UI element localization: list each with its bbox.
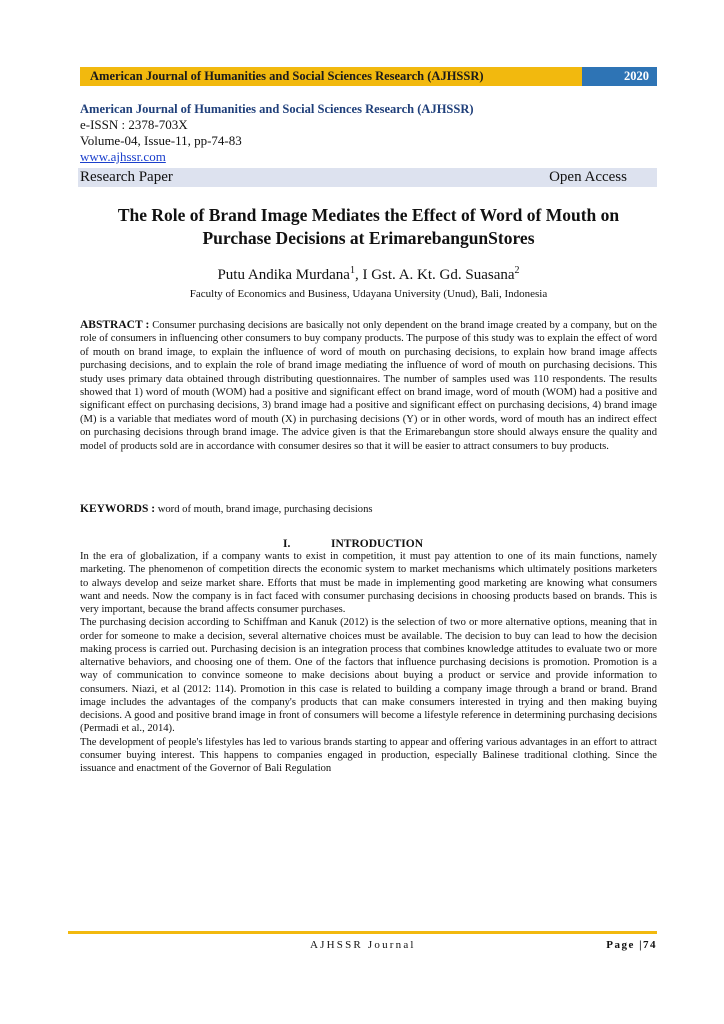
introduction-body (80, 550, 657, 775)
abstract-label: ABSTRACT : (80, 319, 150, 331)
title-line-2: Purchase Decisions at ErimarebangunStores (202, 228, 535, 248)
abstract-text: Consumer purchasing decisions are basically not only dependent on the brand image created by a company, but on the role of consumers in influencing other consumers to buy company products. The purpose of this study was to explain the effect of word of mouth on brand image, to explain the influence of word of mouth on purchasing decisions, to explain how brand image affects purchasing decisions, and to explain the role of brand image mediating the influence of word of mouth on purchasing decisions. This study uses primary data obtained through distributing questionnaires. The number of samples used was 110 respondents. The results showed that 1) word of mouth (WOM) had a positive and significant effect on brand image, word of mouth (WOM) had a positive and significant effect on purchasing decisions, 3) brand image had a positive and significant effect on purchasing decisions, 4) brand image (M) is a variable that mediates word of mouth (X) in purchasing decisions (Y) or in other words, word of mouth has an indirect effect on purchasing decisions through brand image. The advice given is that the Erimarebangun store should always ensure the quality and model of products sold are in accordance with consumer desires so that it will be easier to attract consumers to buy products. (80, 320, 657, 452)
banner-year: 2020 (582, 67, 657, 86)
journal-info (80, 101, 657, 165)
website-link[interactable]: www.ajhssr.com (80, 149, 166, 164)
keywords (80, 502, 657, 517)
author-separator: , (354, 267, 363, 283)
keywords-label: KEYWORDS : (80, 503, 156, 515)
keywords-text: word of mouth, brand image, purchasing decisions (155, 504, 373, 515)
banner-journal-name: American Journal of Humanities and Social Sciences Research (AJHSSR) (80, 67, 582, 86)
title-line-1: The Role of Brand Image Mediates the Effect of Word of Mouth on (117, 205, 620, 225)
authors (80, 262, 657, 284)
author-1: Putu Andika Murdana (217, 267, 350, 283)
journal-title: American Journal of Humanities and Social Sciences Research (AJHSSR) (80, 102, 474, 116)
volume-info: Volume-04, Issue-11, pp-74-83 (80, 133, 242, 148)
issn: e-ISSN : 2378-703X (80, 117, 188, 132)
paragraph: The development of people's lifestyles has led to various brands starting to appear and offering various advantages in an effort to attract consumer buying interest. This happens to companies engaged in production, especially Balinese traditional clothing. Since the issuance and enactment of the Governor of Bali Regulation (80, 736, 657, 774)
paper-type: Research Paper (80, 169, 173, 185)
author-2-affil: 2 (514, 265, 520, 276)
access-type: Open Access (549, 169, 627, 185)
author-2: I Gst. A. Kt. Gd. Suasana (362, 267, 515, 283)
paper-type-bar (78, 168, 657, 187)
footer-divider (68, 931, 657, 934)
footer-journal: AJHSSR Journal (310, 939, 416, 951)
abstract (80, 319, 657, 453)
paragraph: The purchasing decision according to Schiffman and Kanuk (2012) is the selection of two or more alternative options, meaning that in order for someone to make a decision, several alternative choices must be available. The decision to buy can lead to how the decision making process is carried out. Purchasing decision is an integration process that combines knowledge attitudes to evaluate two or more alternative behaviors, and choosing one of them. One of the factors that influence purchasing decisions is promotion. Promotion is a way of communication to convince someone to make decisions about buying a product or service and provide information to consumers. Niazi, et al (2012: 114). Promotion in this case is related to building a company image through a brand or brand. Brand image includes the advantages of the company's products that can make consumers interested in trying and then making buying decisions. A good and positive brand image in front of consumers will become a lifestyle reference in determining purchasing decisions (Permadi et al., 2014). (80, 617, 657, 735)
section-number: I. (283, 538, 291, 550)
affiliation: Faculty of Economics and Business, Udayana University (Unud), Bali, Indonesia (189, 288, 548, 300)
author-1-affil: 1 (349, 265, 355, 276)
journal-banner (80, 67, 657, 86)
section-title: INTRODUCTION (331, 538, 424, 550)
page-footer (80, 937, 657, 953)
paragraph: In the era of globalization, if a company wants to exist in competition, it must pay attention to one of its main functions, namely marketing. The phenomenon of competition directs the economic system to market mechanisms which ultimately positions marketers to always develop and seize market share. Efforts that must be made in implementing good marketing are knowing what consumers want and needs. Now the company is in fact faced with consumer purchasing decisions in choosing products based on brands. This is very important, because the brand affects consumer purchases. (80, 551, 657, 615)
page-number: Page |74 (606, 939, 657, 951)
article-title (80, 204, 657, 250)
